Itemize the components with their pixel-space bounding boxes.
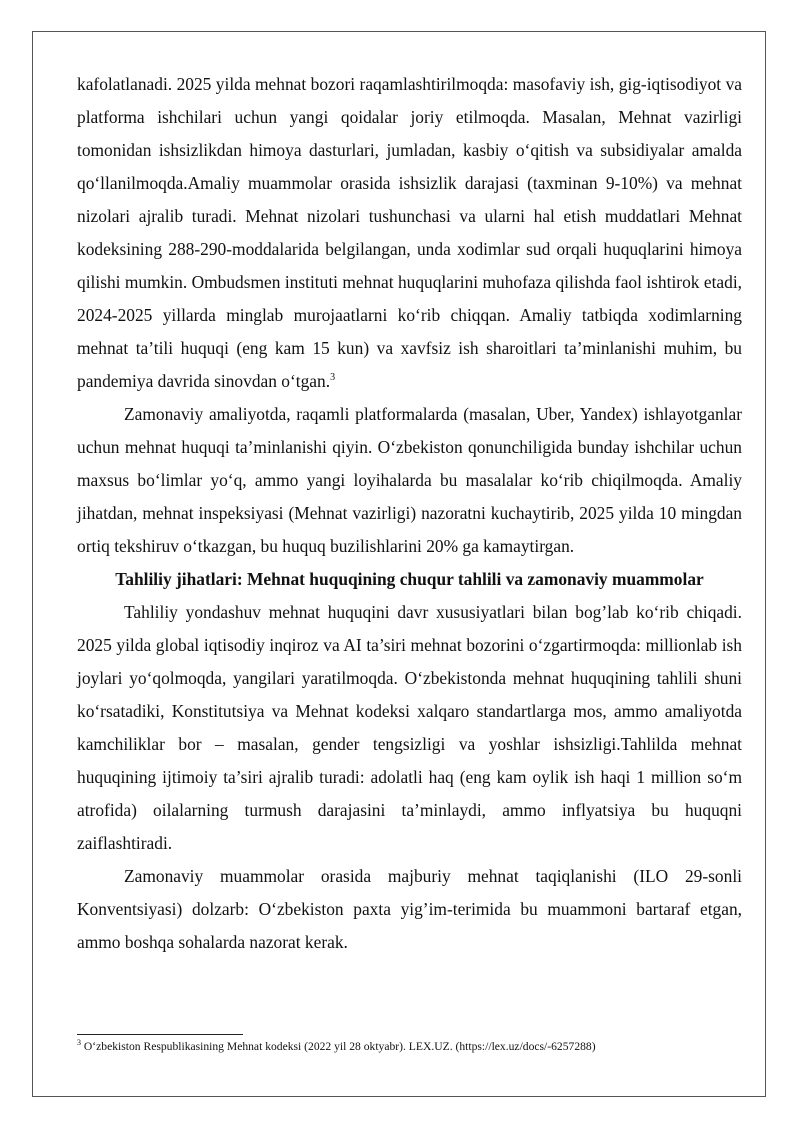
paragraph-1 xyxy=(77,68,742,398)
footnote-separator xyxy=(77,1034,243,1035)
paragraph-2: Zamonaviy amaliyotda, raqamli platformalarda (masalan, Uber, Yandex) ishlayotganlar uchun mehnat huquqi ta’minlanishi qiyin. O‘zbekiston qonunchiligida bunday ishchilar uchun maxsus bo‘limlar yo‘q, ammo yangi loyihalarda bu masalalar ko‘rib chiqilmoqda. Amaliy jihatdan, mehnat inspeksiyasi (Mehnat vazirligi) nazoratni kuchaytirib, 2025 yilda 10 mingdan ortiq tekshiruv o‘tkazgan, bu huquq buzilishlarini 20% ga kamaytirgan. xyxy=(77,404,742,556)
footnote-number: 3 xyxy=(77,1038,81,1048)
footnote-reference[interactable]: 3 xyxy=(330,372,336,384)
paragraph-3: Tahliliy yondashuv mehnat huquqini davr xususiyatlari bilan bog’lab ko‘rib chiqadi. 2025 yilda global iqtisodiy inqiroz va AI ta’siri mehnat bozorini o‘zgartirmoqda: millionlab ish joylari yo‘qolmoqda, yangilari yaratilmoqda. O‘zbekistonda mehnat huquqining tahlili shuni ko‘rsatadiki, Konstitutsiya va Mehnat kodeksi xalqaro standartlarga mos, ammo amaliyotda kamchiliklar bor – masalan, gender tengsizligi va yoshlar ishsizligi.Tahlilda mehnat huquqining ijtimoiy ta’siri ajralib turadi: adolatli haq (eng kam oylik ish haqi 1 million so‘m atrofida) oilalarning turmush darajasini ta’minlaydi, ammo inflyatsiya bu huquqni zaiflashtiradi. xyxy=(77,602,742,853)
document-body xyxy=(77,68,742,959)
footnote-text: O‘zbekiston Respublikasining Mehnat kodeksi (2022 yil 28 oktyabr). LEX.UZ. (https://lex.uz/docs/-6257288) xyxy=(83,1040,596,1053)
paragraph-1-text: kafolatlanadi. 2025 yilda mehnat bozori raqamlashtirilmoqda: masofaviy ish, gig-iqtisodiyot va platforma ishchilari uchun yangi qoidalar joriy etilmoqda. Masalan, Mehnat vazirligi tomonidan ishsizlikdan himoya dasturlari, jumladan, kasbiy o‘qitish va subsidiyalar amalda qo‘llanilmoqda.Amaliy muammolar orasida ishsizlik darajasi (taxminan 9-10%) va mehnat nizolari ajralib turadi. Mehnat nizolari tushunchasi va ularni hal etish muddatlari Mehnat kodeksining 288-290-moddalarida belgilangan, unda xodimlar sud orqali huquqlarini himoya qilishi mumkin. Ombudsmen instituti mehnat huquqlarini muhofaza qilishda faol ishtirok etadi, 2024-2025 yillarda minglab murojaatlarni ko‘rib chiqqan. Amaliy tatbiqda xodimlarning mehnat ta’tili huquqi (eng kam 15 kun) va xavfsiz ish sharoitlari ta’minlanishi muhim, bu pandemiya davrida sinovdan o‘tgan. xyxy=(77,74,742,391)
paragraph-4: Zamonaviy muammolar orasida majburiy mehnat taqiqlanishi (ILO 29-sonli Konventsiyasi) dolzarb: O‘zbekiston paxta yig’im-terimida bu muammoni bartaraf etgan, ammo boshqa sohalarda nazorat kerak. xyxy=(77,866,742,952)
footnote xyxy=(77,1039,742,1055)
section-heading: Tahliliy jihatlari: Mehnat huquqining chuqur tahlili va zamonaviy muammolar xyxy=(115,569,704,589)
